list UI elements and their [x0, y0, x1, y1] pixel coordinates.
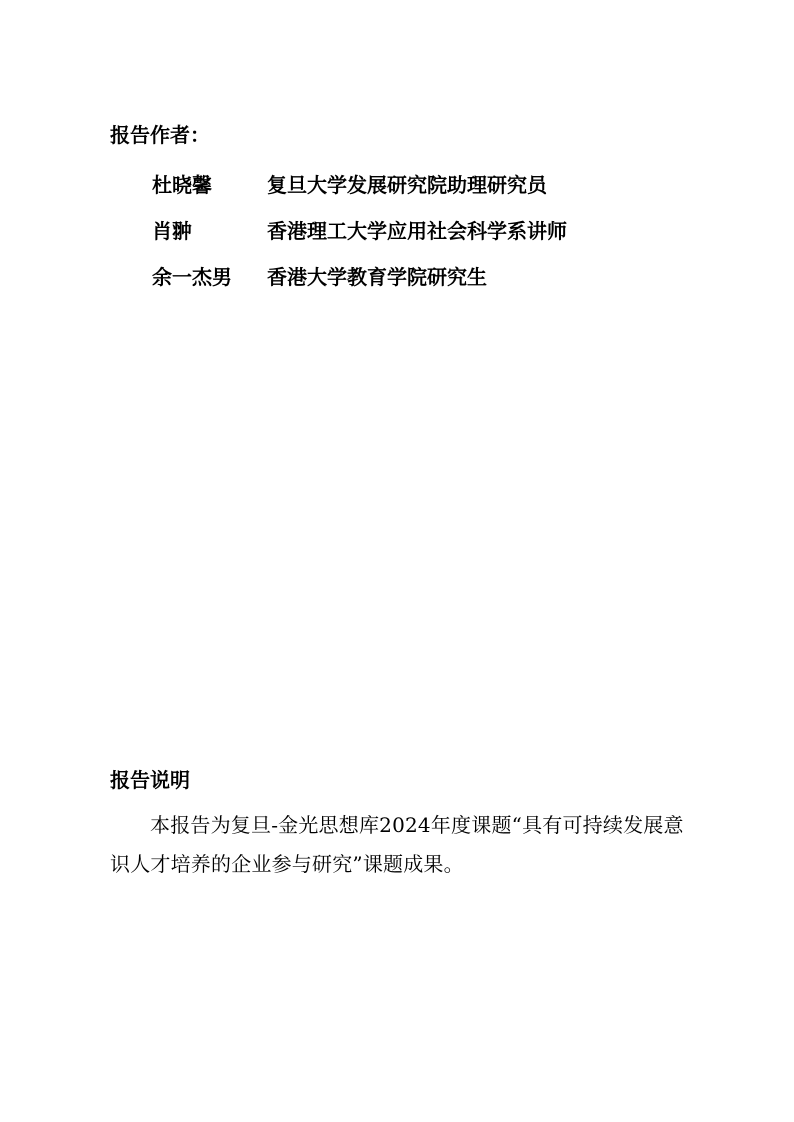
report-note-paragraph: 本报告为复旦-金光思想库2024年度课题“具有可持续发展意识人才培养的企业参与研究”课题成果。: [110, 813, 684, 876]
author-name: 杜晓馨: [152, 173, 212, 197]
report-note-heading: 报告说明: [110, 768, 190, 792]
author-name: 余一杰男: [152, 265, 232, 289]
author-title: 香港大学教育学院研究生: [267, 265, 487, 289]
authors-heading: 报告作者：: [110, 123, 210, 147]
author-name: 肖翀: [152, 219, 192, 243]
author-title: 复旦大学发展研究院助理研究员: [267, 173, 547, 197]
author-title: 香港理工大学应用社会科学系讲师: [267, 219, 567, 243]
